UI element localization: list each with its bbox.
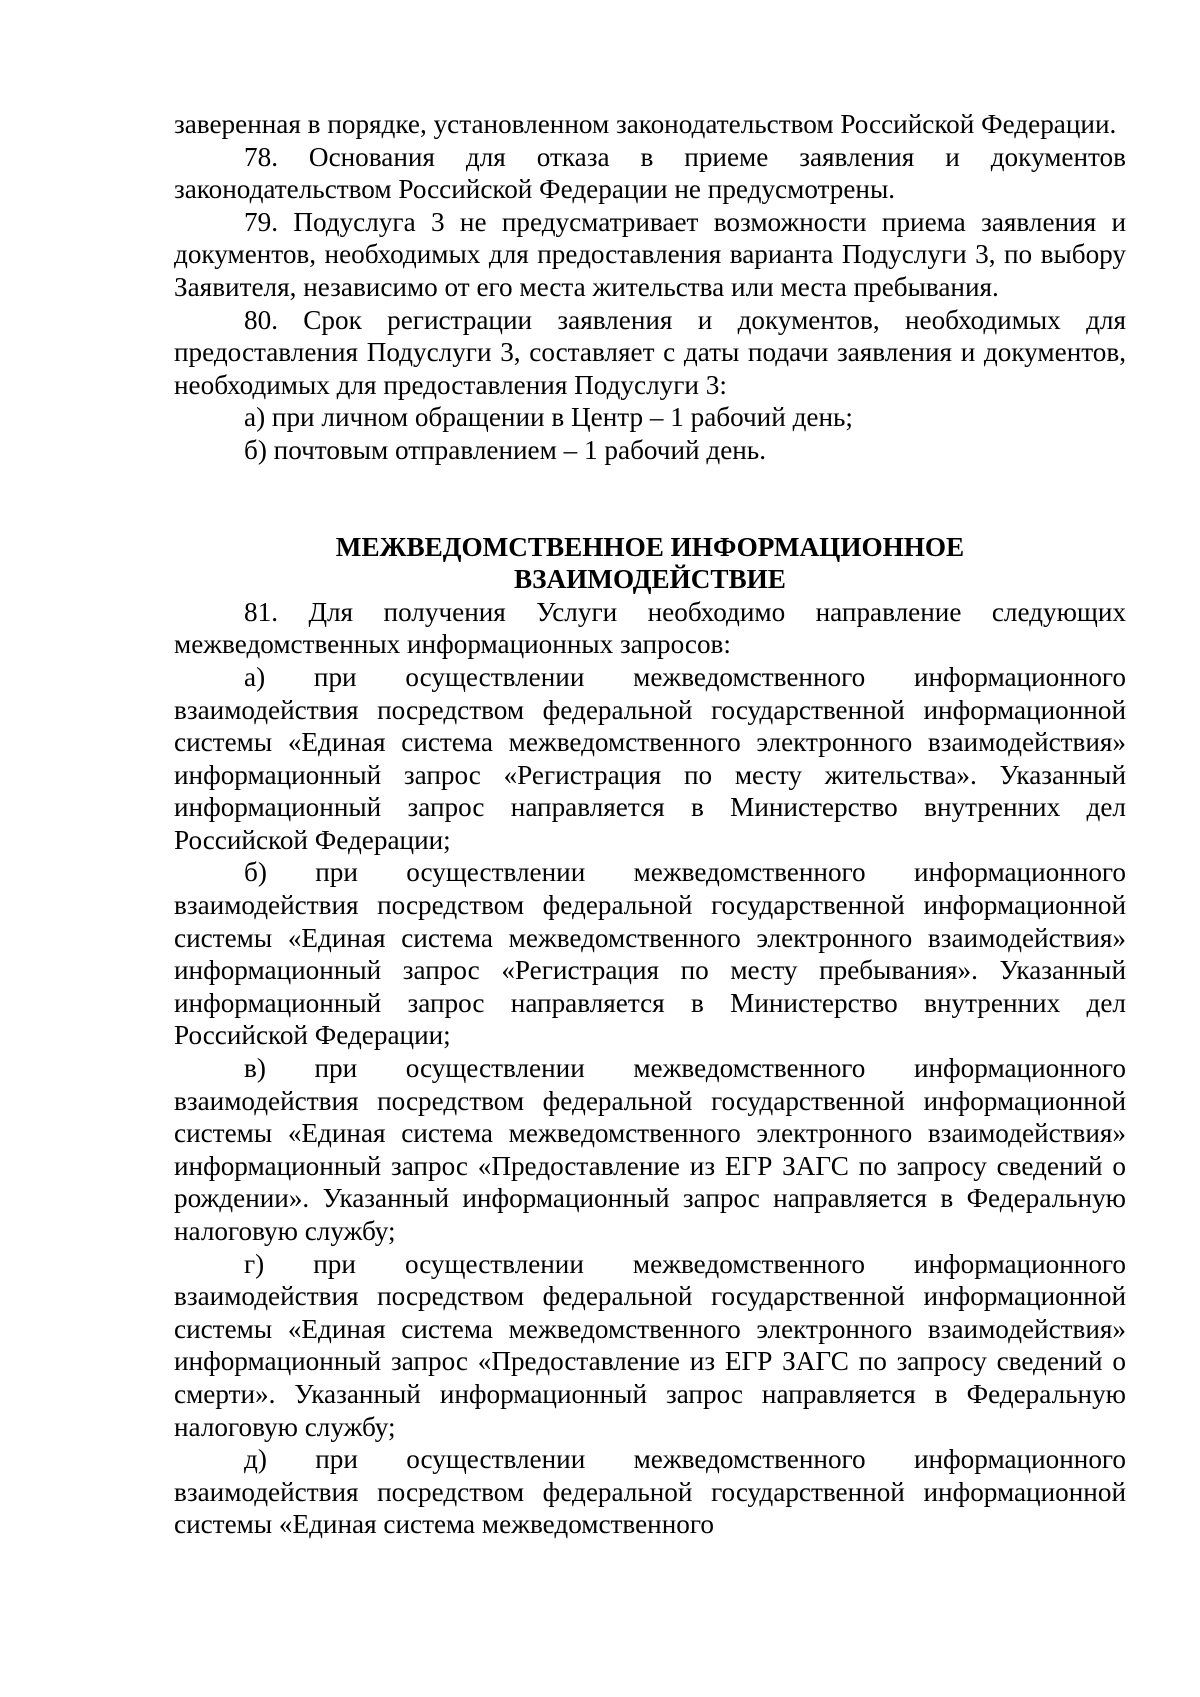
paragraph-81: 81. Для получения Услуги необходимо направление следующих межведомственных информационных запросов: [174,596,1126,660]
paragraph-81-item-a: а) при осуществлении межведомственного информационного взаимодействия посредством федеральной государственной информационной системы «Единая система межведомственного электронного взаимодействия» информационный запрос «Регистрация по месту жительства». Указанный информационный запрос направляется в Министерство внутренних дел Российской Федерации; [174,661,1126,855]
paragraph-81-item-v: в) при осуществлении межведомственного информационного взаимодействия посредством федеральной государственной информационной системы «Единая система межведомственного электронного взаимодействия» информационный запрос «Предоставление из ЕГР ЗАГС по запросу сведений о рождении». Указанный информационный запрос направляется в Федеральную налоговую службу; [174,1053,1126,1246]
section-spacer [174,467,1126,531]
paragraph-continuation: заверенная в порядке, установленном законодательством Российской Федерации. [174,109,1117,139]
paragraph-81-item-g: г) при осуществлении межведомственного информационного взаимодействия посредством федеральной государственной информационной системы «Единая система межведомственного электронного взаимодействия» информационный запрос «Предоставление из ЕГР ЗАГС по запросу сведений о смерти». Указанный информационный запрос направляется в Федеральную налоговую службу; [174,1248,1126,1442]
paragraph-78: 78. Основания для отказа в приеме заявления и документов законодательством Российской Федерации не предусмотрены. [174,141,1126,205]
paragraph-79: 79. Подуслуга 3 не предусматривает возможности приема заявления и документов, необходимых для предоставления варианта Подуслуги 3, по выбору Заявителя, независимо от его места жительства или места пребывания. [174,206,1126,302]
paragraph-80-item-b: б) почтовым отправлением – 1 рабочий день. [244,434,767,465]
paragraph-81-item-d: д) при осуществлении межведомственного информационного взаимодействия посредством федеральной государственной информационной системы «Единая система межведомственного [174,1444,1126,1540]
section-heading-line-2: ВЗАИМОДЕЙСТВИЕ [514,564,786,595]
paragraph-81-item-b: б) при осуществлении межведомственного информационного взаимодействия посредством федеральной государственной информационной системы «Единая система межведомственного электронного взаимодействия» информационный запрос «Регистрация по месту пребывания». Указанный информационный запрос направляется в Министерство внутренних дел Российской Федерации; [174,857,1126,1051]
section-heading [174,531,1126,596]
paragraph-80-item-a: а) при личном обращении в Центр – 1 рабочий день; [244,402,853,433]
document-page [174,108,1126,1541]
paragraph-80: 80. Срок регистрации заявления и документов, необходимых для предоставления Подуслуги 3, составляет с даты подачи заявления и документов, необходимых для предоставления Подуслуги 3: [174,304,1126,400]
section-heading-line-1: МЕЖВЕДОМСТВЕННОЕ ИНФОРМАЦИОННОЕ [335,531,965,562]
